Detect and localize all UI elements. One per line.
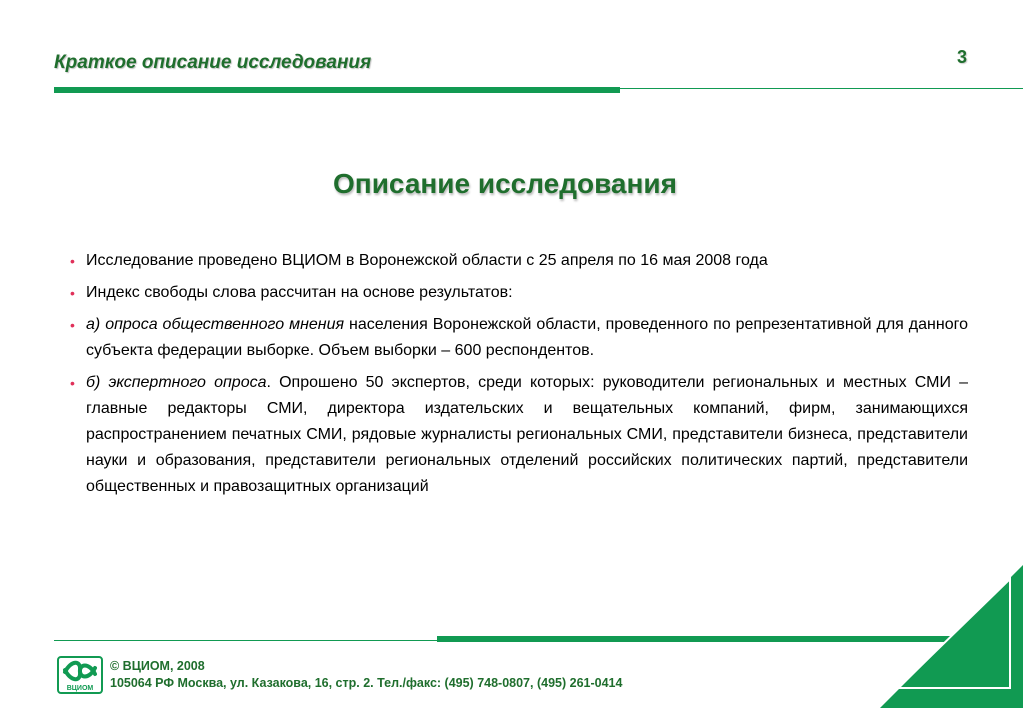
bullet-list	[70, 248, 968, 506]
corner-triangle-decoration	[860, 565, 1023, 708]
bullet-text: . Опрошено 50 экспертов, среди которых: руководители региональных и местных СМИ – главные редакторы СМИ, директора издательских и вещательных компаний, фирм, занимающихся распространением печатных СМИ, рядовые журналисты региональных СМИ, представители бизнеса, представители науки и образования, представители региональных отделений российских политических партий, представители общественных и правозащитных организаций	[86, 374, 968, 495]
vciom-logo	[57, 656, 103, 694]
bullet-text: населения Воронежской области, проведенного по репрезентативной для данного субъекта федерации выборке. Объем выборки – 600 респондентов.	[86, 316, 968, 359]
header-divider-thin	[620, 88, 1023, 89]
bullet-item	[70, 280, 968, 306]
header-title: Краткое описание исследования	[54, 52, 372, 73]
footer-divider-thin	[54, 640, 437, 641]
footer-copyright: © ВЦИОМ, 2008	[110, 659, 205, 673]
bullet-italic: б) экспертного опроса	[86, 374, 267, 391]
bullet-item	[70, 370, 968, 500]
bullet-text: Исследование проведено ВЦИОМ в Воронежской области с 25 апреля по 16 мая 2008 года	[86, 252, 768, 269]
logo-text: ВЦИОМ	[66, 685, 94, 692]
bullet-item	[70, 248, 968, 274]
bullet-italic: а) опроса общественного мнения	[86, 316, 345, 333]
header-divider-thick	[54, 87, 620, 93]
bullet-item	[70, 312, 968, 364]
bullet-text: Индекс свободы слова рассчитан на основе результатов:	[86, 284, 513, 301]
footer-address: 105064 РФ Москва, ул. Казакова, 16, стр. 2. Тел./факс: (495) 748-0807, (495) 261-0414	[110, 676, 623, 690]
main-heading: Описание исследования	[333, 168, 677, 199]
page-number: 3	[956, 47, 967, 67]
footer-info	[110, 658, 622, 692]
